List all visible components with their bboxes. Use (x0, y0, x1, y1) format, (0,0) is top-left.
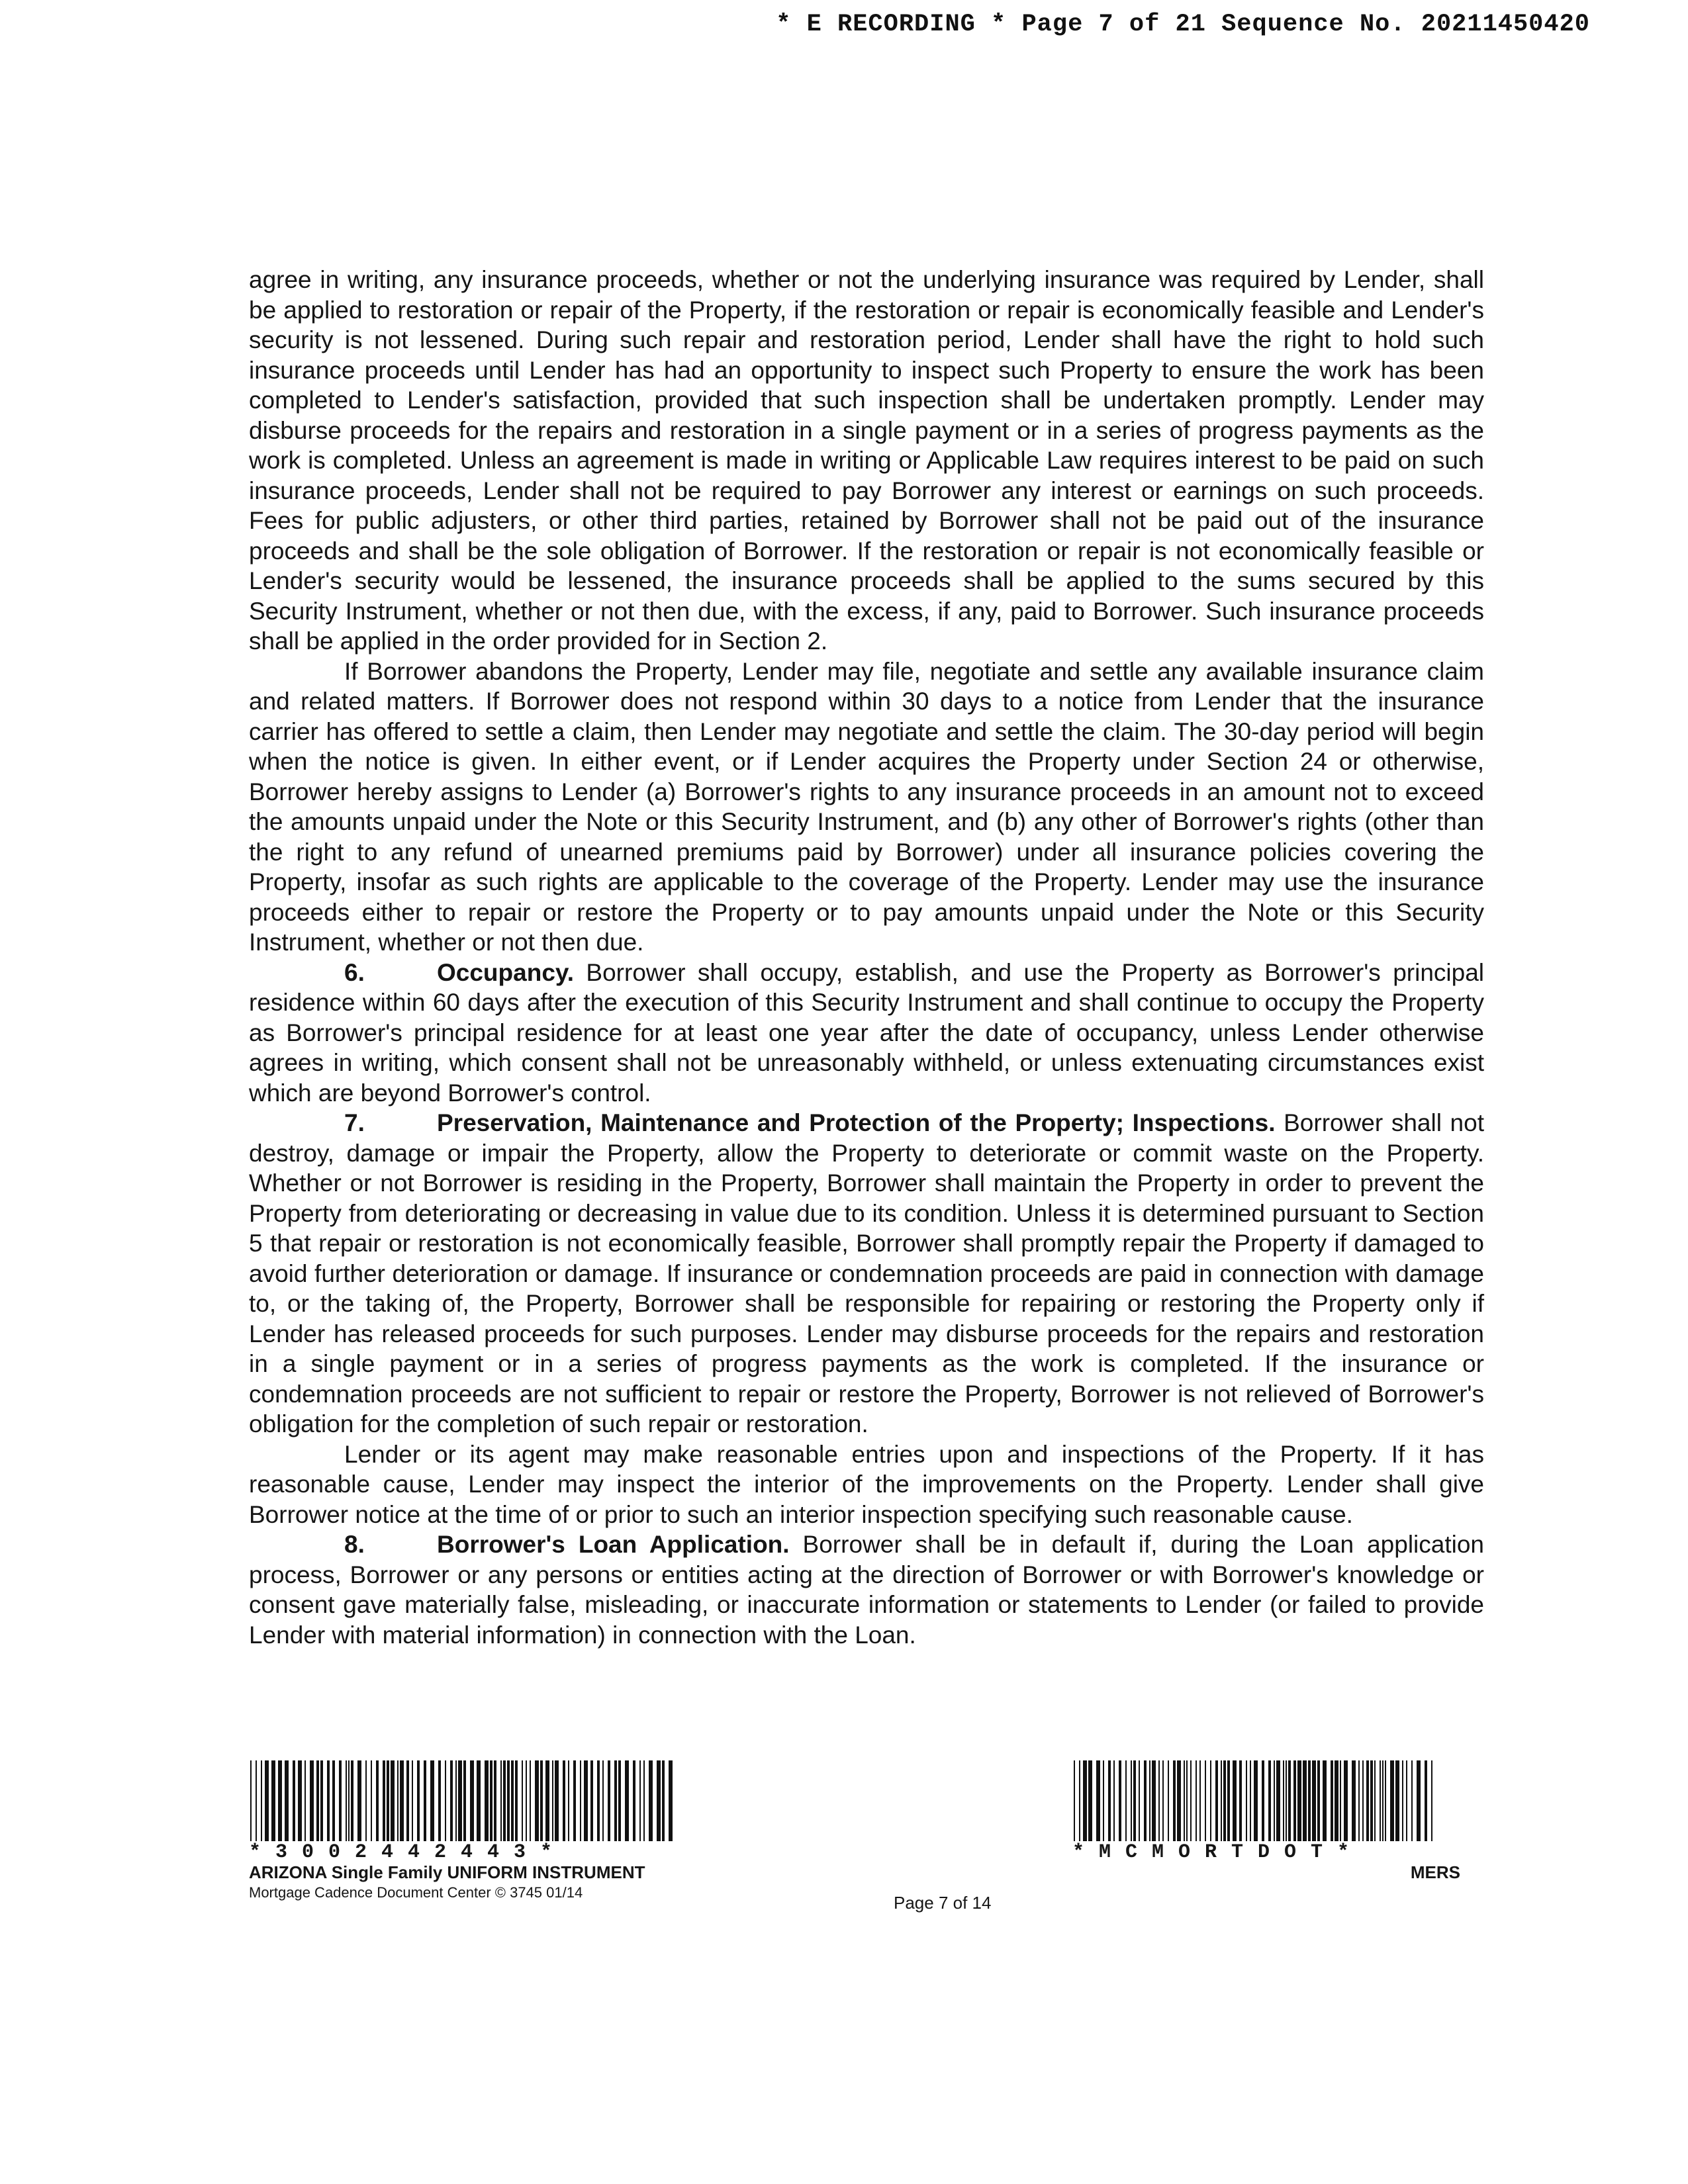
barcode-bar (526, 1760, 527, 1841)
barcode-bar (305, 1760, 306, 1841)
barcode-bar (261, 1760, 262, 1841)
barcode-bar (348, 1760, 350, 1841)
barcode-bar (383, 1760, 385, 1841)
barcode-bar (1362, 1760, 1364, 1841)
barcode-bar (1402, 1760, 1403, 1841)
barcode-bar (327, 1760, 330, 1841)
barcode-bar (490, 1760, 492, 1841)
barcode-bar (1227, 1760, 1230, 1841)
barcode-bar (450, 1760, 453, 1841)
barcode-bar (455, 1760, 457, 1841)
barcode-bar (445, 1760, 446, 1841)
barcode-bar (310, 1760, 314, 1841)
barcode-bar (515, 1760, 518, 1841)
barcode-bar (1210, 1760, 1211, 1841)
barcode-bar (1276, 1760, 1280, 1841)
barcode-bar (293, 1760, 295, 1841)
barcode-bar (430, 1760, 434, 1841)
barcode-bar (1215, 1760, 1218, 1841)
barcode-bar (387, 1760, 389, 1841)
barcode-bar (1268, 1760, 1271, 1841)
recording-header: * E RECORDING * Page 7 of 21 Sequence No. 20211450420 (776, 11, 1590, 38)
barcode-bar (1205, 1760, 1206, 1841)
barcode-bar (412, 1760, 413, 1841)
page-number: Page 7 of 14 (894, 1893, 992, 1913)
barcode-bar (602, 1760, 604, 1841)
barcode-bar (1177, 1760, 1181, 1841)
barcode-bar (1411, 1760, 1413, 1841)
section-number: 7. (344, 1109, 365, 1136)
section-6-occupancy (249, 958, 1484, 1109)
barcode-bar (1340, 1760, 1341, 1841)
section-7-preservation (249, 1108, 1484, 1439)
barcode-bar (1079, 1760, 1080, 1841)
barcode-bar (1374, 1760, 1376, 1841)
footer-left-block (249, 1760, 686, 1902)
paragraph-abandonment: If Borrower abandons the Property, Lender may file, negotiate and settle any available insurance claim and related matters. If Borrower does not respond within 30 days to a notice from Lender that the insurance carrier has offered to settle a claim, then Lender may negotiate and settle the claim. The 30-day period will begin when the notice is given. In either event, or if Lender acquires the Property under Section 24 or otherwise, Borrower hereby assigns to Lender (a) Borrower's rights to any insurance proceeds in an amount not to exceed the amounts unpaid under the Note or this Security Instrument, and (b) any other of Borrower's rights (other than the right to any refund of unearned premiums paid by Borrower) under all insurance policies covering the Property, insofar as such rights are applicable to the coverage of the Property. Lender may use the insurance proceeds either to repair or restore the Property or to pay amounts unpaid under the Note or this Security Instrument, whether or not then due. (249, 657, 1484, 956)
barcode-bar (530, 1760, 531, 1841)
barcode-bar (417, 1760, 420, 1841)
barcode-bar (618, 1760, 621, 1841)
barcode-bar (1254, 1760, 1258, 1841)
barcode-bar (1366, 1760, 1369, 1841)
section-title: Occupancy. (437, 958, 575, 986)
barcode-bar (1119, 1760, 1121, 1841)
barcode-bar (1196, 1760, 1197, 1841)
barcode-bar (1083, 1760, 1087, 1841)
barcode-bar (545, 1760, 549, 1841)
barcode-bar (1303, 1760, 1307, 1841)
barcode-bar (1074, 1760, 1075, 1841)
barcode-bar (265, 1760, 269, 1841)
barcode-bar (1352, 1760, 1356, 1841)
barcode-bar (271, 1760, 275, 1841)
barcode-bar (1131, 1760, 1132, 1841)
barcode-bar (568, 1760, 569, 1841)
barcode-left (249, 1760, 686, 1841)
barcode-bar (1162, 1760, 1164, 1841)
barcode-bar (1335, 1760, 1338, 1841)
barcode-left-digits: *3002442443* (249, 1841, 567, 1864)
barcode-bar (250, 1760, 252, 1841)
barcode-bar (1152, 1760, 1156, 1841)
barcode-bar (633, 1760, 635, 1841)
barcode-bar (1406, 1760, 1407, 1841)
barcode-bar (376, 1760, 379, 1841)
barcode-bar (1344, 1760, 1348, 1841)
barcode-bar (320, 1760, 323, 1841)
barcode-bar (1286, 1760, 1287, 1841)
barcode-bar (1331, 1760, 1333, 1841)
section-title: Borrower's Loan Application. (437, 1531, 790, 1558)
barcode-bar (1186, 1760, 1188, 1841)
barcode-bar (332, 1760, 335, 1841)
barcode-bar (371, 1760, 372, 1841)
barcode-bar (1223, 1760, 1226, 1841)
barcode-bar (365, 1760, 367, 1841)
form-subtitle: Mortgage Cadence Document Center © 3745 01/14 (249, 1884, 583, 1901)
barcode-bar (1312, 1760, 1316, 1841)
barcode-bar (500, 1760, 502, 1841)
barcode-bar (1139, 1760, 1140, 1841)
barcode-bar (608, 1760, 610, 1841)
section-text: Borrower shall occupy, establish, and use the Property as Borrower's principal residence within 60 days after the execution of this Security Instrument and shall continue to occupy the Property as Borrower's principal residence for at least one year after the date of occupancy, unless Lender otherwise agrees in writing, which consent shall not be unreasonably withheld, or unless extenuating circumstances exist which are beyond Borrower's control. (249, 958, 1484, 1107)
barcode-bar (298, 1760, 302, 1841)
barcode-bar (1168, 1760, 1169, 1841)
barcode-bar (397, 1760, 399, 1841)
barcode-bar (1233, 1760, 1237, 1841)
barcode-bar (1184, 1760, 1185, 1841)
barcode-bar (1221, 1760, 1222, 1841)
barcode-bar (669, 1760, 673, 1841)
barcode-bar (256, 1760, 257, 1841)
barcode-bar (494, 1760, 496, 1841)
barcode-bar (1096, 1760, 1100, 1841)
barcode-bar (1133, 1760, 1136, 1841)
barcode-bar (1380, 1760, 1381, 1841)
section-text: Borrower shall not destroy, damage or impair the Property, allow the Property to deteriorate or commit waste on the Property. Whether or not Borrower is residing in the Property, Borrower shall maintain the Property in order to prevent the Property from deteriorating or decreasing in value due to its condition. Unless it is determined pursuant to Section 5 that repair or restoration is not economically feasible, Borrower shall promptly repair the Property if damaged to avoid further deterioration or damage. If insurance or condemnation proceeds are paid in connection with damage to, or the taking of, the Property, Borrower shall be responsible for repairing or restoring the Property only if Lender has released proceeds for such purposes. Lender may disburse proceeds for the repairs and restoration in a single payment or in a series of progress payments as the work is completed. If the insurance or condemnation proceeds are not sufficient to repair or restore the Property, Borrower is not relieved of Borrower's obligation for the completion of such repair or restoration. (249, 1109, 1484, 1437)
barcode-bar (458, 1760, 462, 1841)
barcode-bar (470, 1760, 474, 1841)
barcode-bar (1088, 1760, 1092, 1841)
barcode-bar (503, 1760, 506, 1841)
barcode-bar (1297, 1760, 1301, 1841)
barcode-bar (1113, 1760, 1115, 1841)
barcode-bar (1190, 1760, 1192, 1841)
barcode-bar (285, 1760, 289, 1841)
barcode-bar (346, 1760, 347, 1841)
barcode-bar (1370, 1760, 1373, 1841)
barcode-bar (400, 1760, 404, 1841)
barcode-bar (1199, 1760, 1201, 1841)
barcode-bar (1158, 1760, 1160, 1841)
barcode-bar (1385, 1760, 1386, 1841)
barcode-bar (1103, 1760, 1104, 1841)
section-text: Borrower shall be in default if, during the Loan application process, Borrower or any persons or entities acting at the direction of Borrower or with Borrower's knowledge or consent gave materially false, misleading, or inaccurate information or statements to Lender (or failed to provide Lender with material information) in connection with the Loan. (249, 1531, 1484, 1649)
barcode-bar (597, 1760, 600, 1841)
barcode-bar (522, 1760, 523, 1841)
barcode-bar (535, 1760, 539, 1841)
barcode-bar (339, 1760, 342, 1841)
barcode-bar (555, 1760, 559, 1841)
barcode-bar (584, 1760, 588, 1841)
barcode-bar (625, 1760, 629, 1841)
barcode-bar (563, 1760, 565, 1841)
barcode-bar (1317, 1760, 1320, 1841)
barcode-bar (1390, 1760, 1394, 1841)
barcode-bar (1108, 1760, 1111, 1841)
barcode-bar (662, 1760, 665, 1841)
barcode-bar (463, 1760, 466, 1841)
barcode-bar (590, 1760, 593, 1841)
barcode-bar (540, 1760, 543, 1841)
barcode-bar (278, 1760, 282, 1841)
barcode-bar (1173, 1760, 1176, 1841)
barcode-bar (639, 1760, 641, 1841)
barcode-bar (424, 1760, 426, 1841)
barcode-bar (1323, 1760, 1327, 1841)
footer-right-block (1072, 1760, 1476, 1882)
barcode-right-digits: *MCMORTDOT* (1072, 1841, 1364, 1864)
form-title: ARIZONA Single Family UNIFORM INSTRUMENT (249, 1862, 645, 1882)
barcode-bar (1308, 1760, 1311, 1841)
barcode-bar (1417, 1760, 1421, 1841)
barcode-bar (580, 1760, 581, 1841)
barcode-bar (1382, 1760, 1383, 1841)
barcode-right (1072, 1760, 1443, 1841)
barcode-bar (438, 1760, 441, 1841)
barcode-bar (1425, 1760, 1427, 1841)
barcode-bar (1288, 1760, 1291, 1841)
barcode-bar (1239, 1760, 1242, 1841)
barcode-bar (643, 1760, 645, 1841)
barcode-bar (657, 1760, 661, 1841)
barcode-bar (1149, 1760, 1150, 1841)
barcode-bar (1431, 1760, 1432, 1841)
page-footer (0, 1760, 1688, 1919)
barcode-bar (485, 1760, 489, 1841)
barcode-bar (391, 1760, 395, 1841)
document-body (249, 265, 1484, 1650)
barcode-bar (649, 1760, 653, 1841)
barcode-bar (1144, 1760, 1147, 1841)
barcode-bar (351, 1760, 353, 1841)
barcode-bar (511, 1760, 514, 1841)
barcode-bar (1274, 1760, 1275, 1841)
paragraph-insurance-proceeds: agree in writing, any insurance proceeds, whether or not the underlying insurance was required by Lender, shall be applied to restoration or repair of the Property, if the restoration or repair is economically feasible and Lender's security is not lessened. During such repair and restoration period, Lender shall have the right to hold such insurance proceeds until Lender has had an opportunity to inspect such Property to ensure the work has been completed to Lender's satisfaction, provided that such inspection shall be undertaken promptly. Lender may disburse proceeds for the repairs and restoration in a single payment or in a series of progress payments as the work is completed. Unless an agreement is made in writing or Applicable Law requires interest to be paid on such insurance proceeds, Lender shall not be required to pay Borrower any interest or earnings on such proceeds. Fees for public adjusters, or other third parties, retained by Borrower shall not be paid out of the insurance proceeds and shall be the sole obligation of Borrower. If the restoration or repair is not economically feasible or Lender's security would be lessened, the insurance proceeds shall be applied to the sums secured by this Security Instrument, whether or not then due, with the excess, if any, paid to Borrower. Such insurance proceeds shall be applied in the order provided for in Section 2. (249, 266, 1484, 655)
barcode-bar (316, 1760, 319, 1841)
mers-label: MERS (1410, 1862, 1460, 1882)
barcode-bar (1246, 1760, 1247, 1841)
barcode-bar (1262, 1760, 1264, 1841)
barcode-bar (357, 1760, 361, 1841)
barcode-bar (1250, 1760, 1251, 1841)
barcode-bar (614, 1760, 617, 1841)
section-8-loan-application (249, 1529, 1484, 1650)
barcode-bar (552, 1760, 553, 1841)
section-number: 8. (344, 1531, 365, 1558)
paragraph-inspections: Lender or its agent may make reasonable entries upon and inspections of the Property. If it has reasonable cause, Lender may inspect the interior of the improvements on the Property. Lender shall give Borrower notice at the time of or prior to such an interior inspection specifying such reasonable cause. (249, 1440, 1484, 1528)
barcode-bar (406, 1760, 409, 1841)
section-title: Preservation, Maintenance and Protection of the Property; Inspections. (437, 1109, 1276, 1136)
barcode-bar (1395, 1760, 1399, 1841)
barcode-bar (1283, 1760, 1284, 1841)
barcode-bar (1358, 1760, 1360, 1841)
barcode-bar (573, 1760, 576, 1841)
barcode-bar (1293, 1760, 1296, 1841)
barcode-bar (477, 1760, 481, 1841)
barcode-bar (1125, 1760, 1127, 1841)
barcode-bar (507, 1760, 510, 1841)
section-number: 6. (344, 958, 365, 986)
